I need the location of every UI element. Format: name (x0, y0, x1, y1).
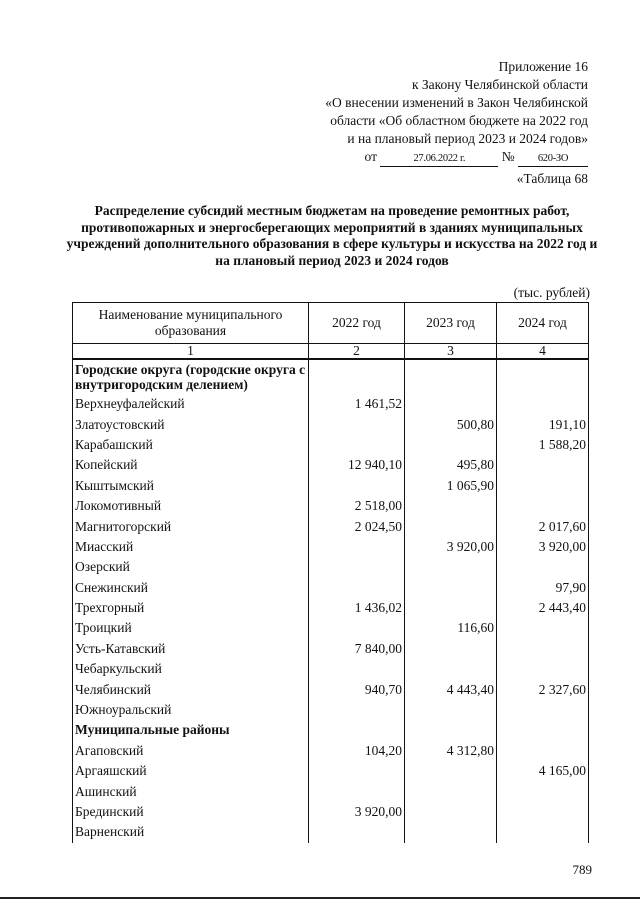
from-label: от (364, 149, 377, 164)
value-2023 (405, 822, 497, 842)
value-2024 (497, 802, 589, 822)
municipality-name: Верхнеуфалейский (73, 394, 309, 414)
value-2022: 2 518,00 (309, 496, 405, 516)
table-row (73, 476, 589, 496)
units-label: (тыс. рублей) (513, 285, 590, 300)
value-2022: 1 461,52 (309, 394, 405, 414)
value-2022 (309, 700, 405, 720)
value-2022: 940,70 (309, 679, 405, 699)
value-2023 (405, 578, 497, 598)
value-2024 (497, 639, 589, 659)
value-2024 (497, 659, 589, 679)
header-2023: 2023 год (405, 303, 497, 344)
value-2024 (497, 781, 589, 801)
document-heading: Распределение субсидий местным бюджетам на проведение ремонтных работ, противопожарных и энергосберегающих мероприятий в зданиях муниципальных учреждений дополнительного образования в сфере культуры и искусства на 2022 год и на плановый период 2023 и 2024 годов (66, 203, 598, 268)
table-row (73, 435, 589, 455)
value-2023 (405, 598, 497, 618)
municipality-name: Карабашский (73, 435, 309, 455)
value-2023 (405, 659, 497, 679)
municipality-name: Челябинский (73, 679, 309, 699)
value-2024: 2 327,60 (497, 679, 589, 699)
table-row (73, 679, 589, 699)
value-2023 (405, 435, 497, 455)
value-2023 (405, 496, 497, 516)
municipality-name: Локомотивный (73, 496, 309, 516)
municipality-name: Городские округа (городские округа с внутригородским делением) (73, 359, 309, 394)
table-row (73, 781, 589, 801)
law-number: 620-ЗО (518, 152, 588, 167)
value-2023: 500,80 (405, 414, 497, 434)
table-row (73, 822, 589, 842)
table-row (73, 659, 589, 679)
value-2023 (405, 761, 497, 781)
column-number: 4 (497, 344, 589, 360)
value-2024: 2 443,40 (497, 598, 589, 618)
value-2024 (497, 455, 589, 475)
table-row (73, 802, 589, 822)
municipality-name: Ашинский (73, 781, 309, 801)
value-2023 (405, 700, 497, 720)
municipality-name: Южноуральский (73, 700, 309, 720)
table-row (73, 700, 589, 720)
value-2023 (405, 781, 497, 801)
municipality-name: Озерский (73, 557, 309, 577)
value-2023 (405, 516, 497, 536)
value-2023: 3 920,00 (405, 537, 497, 557)
law-date: 27.06.2022 г. (380, 152, 498, 167)
column-number: 2 (309, 344, 405, 360)
table-row (73, 496, 589, 516)
table-row (73, 598, 589, 618)
value-2022 (309, 720, 405, 740)
value-2024: 4 165,00 (497, 761, 589, 781)
value-2023 (405, 394, 497, 414)
value-2022: 2 024,50 (309, 516, 405, 536)
municipality-name: Усть-Катавский (73, 639, 309, 659)
value-2024: 97,90 (497, 578, 589, 598)
value-2024 (497, 557, 589, 577)
table-row (73, 578, 589, 598)
appendix-line: Приложение 16 (498, 59, 588, 74)
value-2023 (405, 720, 497, 740)
table-row (73, 618, 589, 638)
table-row (73, 741, 589, 761)
table-label: «Таблица 68 (516, 171, 588, 186)
value-2023: 1 065,90 (405, 476, 497, 496)
value-2024 (497, 720, 589, 740)
column-number: 1 (73, 344, 309, 360)
table-row (73, 414, 589, 434)
number-label: № (501, 149, 515, 164)
column-number: 3 (405, 344, 497, 360)
value-2022 (309, 359, 405, 394)
value-2022 (309, 781, 405, 801)
appendix-line: и на плановый период 2023 и 2024 годов» (347, 131, 588, 146)
bottom-divider (0, 897, 640, 899)
value-2024: 191,10 (497, 414, 589, 434)
header-2022: 2022 год (309, 303, 405, 344)
municipality-name: Аргаяшский (73, 761, 309, 781)
municipality-name: Троицкий (73, 618, 309, 638)
municipality-name: Кыштымский (73, 476, 309, 496)
section-row (73, 359, 589, 394)
value-2023 (405, 802, 497, 822)
municipality-name: Агаповский (73, 741, 309, 761)
municipality-name: Миасский (73, 537, 309, 557)
value-2024 (497, 700, 589, 720)
value-2022 (309, 414, 405, 434)
header-municipality: Наименование муниципального образования (73, 303, 309, 344)
value-2022 (309, 618, 405, 638)
appendix-line: области «Об областном бюджете на 2022 год (330, 113, 588, 128)
table-header-row (73, 303, 589, 344)
table-body (73, 359, 589, 843)
column-number-row (73, 344, 589, 360)
value-2022: 3 920,00 (309, 802, 405, 822)
value-2024: 2 017,60 (497, 516, 589, 536)
municipality-name: Трехгорный (73, 598, 309, 618)
value-2022 (309, 578, 405, 598)
value-2022 (309, 761, 405, 781)
value-2024 (497, 741, 589, 761)
municipality-name: Магнитогорский (73, 516, 309, 536)
subsidy-table (72, 302, 589, 843)
value-2022: 12 940,10 (309, 455, 405, 475)
page-number: 789 (572, 862, 592, 877)
appendix-line: к Закону Челябинской области (411, 77, 588, 92)
value-2024 (497, 359, 589, 394)
header-2024: 2024 год (497, 303, 589, 344)
appendix-line: «О внесении изменений в Закон Челябинской (325, 95, 588, 110)
table-row (73, 516, 589, 536)
value-2024 (497, 822, 589, 842)
value-2024 (497, 476, 589, 496)
value-2022 (309, 822, 405, 842)
value-2022 (309, 435, 405, 455)
value-2024 (497, 496, 589, 516)
value-2023: 495,80 (405, 455, 497, 475)
municipality-name: Варненский (73, 822, 309, 842)
municipality-name: Копейский (73, 455, 309, 475)
value-2022 (309, 659, 405, 679)
value-2022: 104,20 (309, 741, 405, 761)
table-row (73, 639, 589, 659)
value-2022 (309, 537, 405, 557)
value-2022: 1 436,02 (309, 598, 405, 618)
value-2024: 1 588,20 (497, 435, 589, 455)
value-2023: 116,60 (405, 618, 497, 638)
value-2024: 3 920,00 (497, 537, 589, 557)
value-2023: 4 312,80 (405, 741, 497, 761)
municipality-name: Муниципальные районы (73, 720, 309, 740)
section-row (73, 720, 589, 740)
table-row (73, 394, 589, 414)
value-2022 (309, 557, 405, 577)
table-row (73, 455, 589, 475)
appendix-header (325, 58, 588, 167)
value-2024 (497, 394, 589, 414)
municipality-name: Снежинский (73, 578, 309, 598)
table-row (73, 557, 589, 577)
municipality-name: Златоустовский (73, 414, 309, 434)
municipality-name: Чебаркульский (73, 659, 309, 679)
value-2023 (405, 557, 497, 577)
table-row (73, 537, 589, 557)
value-2023: 4 443,40 (405, 679, 497, 699)
law-date-number (325, 148, 588, 167)
value-2024 (497, 618, 589, 638)
value-2022: 7 840,00 (309, 639, 405, 659)
municipality-name: Брединский (73, 802, 309, 822)
value-2022 (309, 476, 405, 496)
value-2023 (405, 359, 497, 394)
table-row (73, 761, 589, 781)
value-2023 (405, 639, 497, 659)
